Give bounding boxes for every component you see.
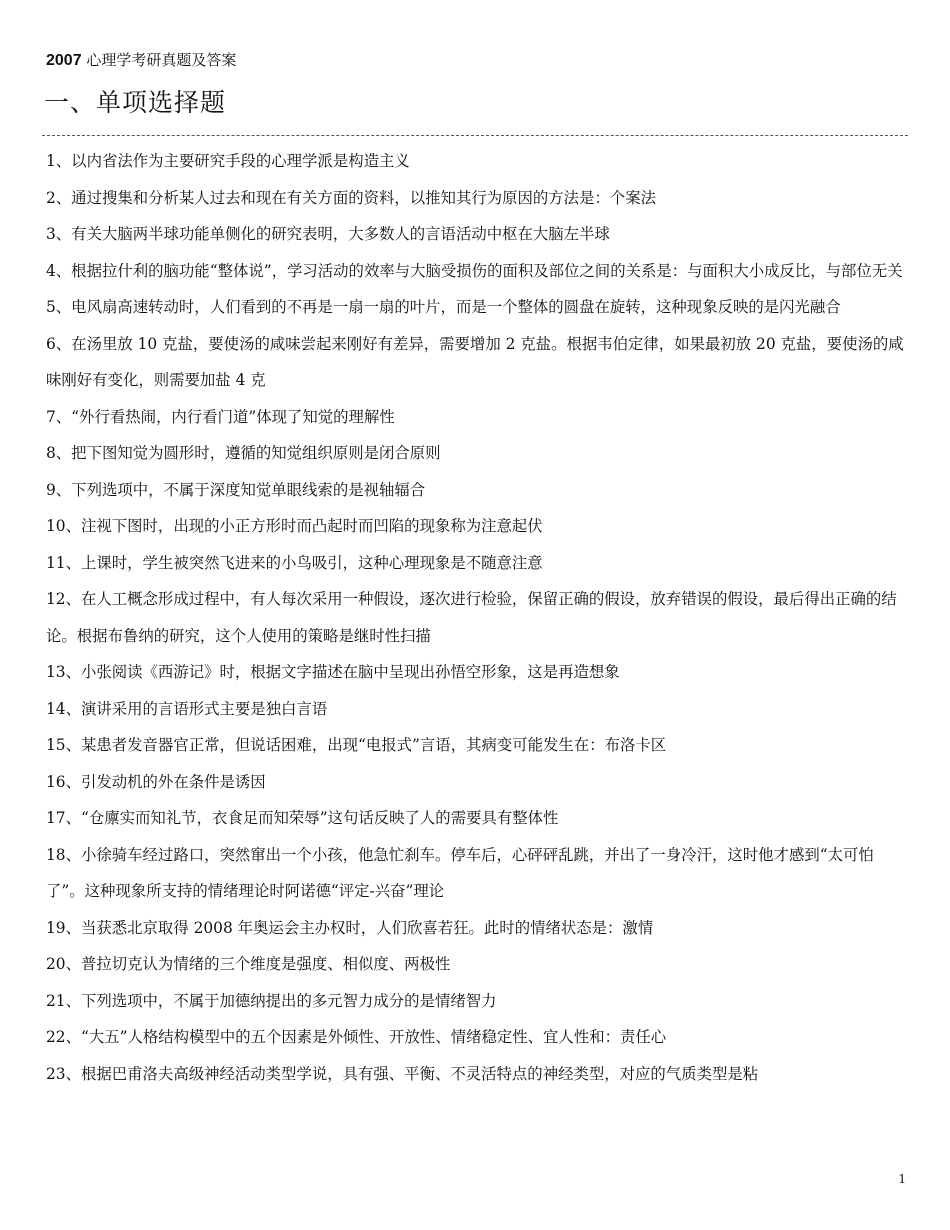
question-item: 14、演讲采用的言语形式主要是独白言语	[46, 699, 328, 718]
question-item: 11、上课时，学生被突然飞进来的小鸟吸引，这种心理现象是不随意注意	[46, 553, 543, 572]
question-item: 9、下列选项中，不属于深度知觉单眼线索的是视轴辐合	[46, 480, 426, 499]
page-number: 1	[898, 1172, 906, 1186]
question-item: 18、小徐骑车经过路口，突然窜出一个小孩，他急忙刹车。停车后，心砰砰乱跳，并出了一身冷汗，这时他才感到“太可怕了”。这种现象所支持的情绪理论时阿诺德“评定-兴奋”理论	[46, 845, 874, 900]
dashed-divider	[42, 135, 908, 136]
question-item: 22、“大五”人格结构模型中的五个因素是外倾性、开放性、情绪稳定性、宜人性和：责任心	[46, 1028, 667, 1046]
question-item: 15、某患者发音器官正常，但说话困难，出现“电报式”言语，其病变可能发生在：布洛卡区	[46, 736, 667, 754]
question-item: 12、在人工概念形成过程中，有人每次采用一种假设，逐次进行检验，保留正确的假设，放弃错误的假设，最后得出正确的结论。根据布鲁纳的研究，这个人使用的策略是继时性扫描	[46, 590, 897, 645]
question-item: 4、根据拉什利的脑功能“整体说”，学习活动的效率与大脑受损伤的面积及部位之间的关系是：与面积大小成反比，与部位无关	[46, 261, 903, 280]
section-heading: 一、单项选择题	[44, 88, 227, 117]
document-title	[46, 50, 236, 71]
question-item: 13、小张阅读《西游记》时，根据文字描述在脑中呈现出孙悟空形象，这是再造想象	[46, 663, 620, 681]
question-item: 10、注视下图时，出现的小正方形时而凸起时而凹陷的现象称为注意起伏	[46, 517, 543, 535]
question-item: 3、有关大脑两半球功能单侧化的研究表明，大多数人的言语活动中枢在大脑左半球	[46, 225, 610, 243]
question-item: 1、以内省法作为主要研究手段的心理学派是构造主义	[46, 152, 410, 170]
question-item: 7、“外行看热闹，内行看门道”体现了知觉的理解性	[46, 407, 395, 426]
question-item: 21、下列选项中，不属于加德纳提出的多元智力成分的是情绪智力	[46, 991, 497, 1010]
question-item: 2、通过搜集和分析某人过去和现在有关方面的资料，以推知其行为原因的方法是：个案法	[46, 188, 657, 207]
question-item: 19、当获悉北京取得 2008 年奥运会主办权时，人们欣喜若狂。此时的情绪状态是：激情	[46, 918, 654, 937]
question-item: 5、电风扇高速转动时，人们看到的不再是一扇一扇的叶片，而是一个整体的圆盘在旋转，这种现象反映的是闪光融合	[46, 298, 841, 316]
question-item: 23、根据巴甫洛夫高级神经活动类型学说，具有强、平衡、不灵活特点的神经类型，对应的气质类型是粘	[46, 1064, 759, 1083]
question-item: 17、“仓廪实而知礼节，衣食足而知荣辱”这句话反映了人的需要具有整体性	[46, 809, 559, 827]
question-item: 20、普拉切克认为情绪的三个维度是强度、相似度、两极性	[46, 955, 451, 973]
question-item: 16、引发动机的外在条件是诱因	[46, 772, 266, 791]
title-year: 2007	[46, 52, 82, 69]
question-item: 6、在汤里放 10 克盐，要使汤的咸味尝起来刚好有差异，需要增加 2 克盐。根据韦伯定律，如果最初放 20 克盐，要使汤的咸味刚好有变化，则需要加盐 4 克	[46, 334, 904, 389]
question-list	[46, 143, 908, 1092]
question-item: 8、把下图知觉为圆形时，遵循的知觉组织原则是闭合原则	[46, 444, 441, 462]
title-text: 心理学考研真题及答案	[81, 51, 237, 69]
